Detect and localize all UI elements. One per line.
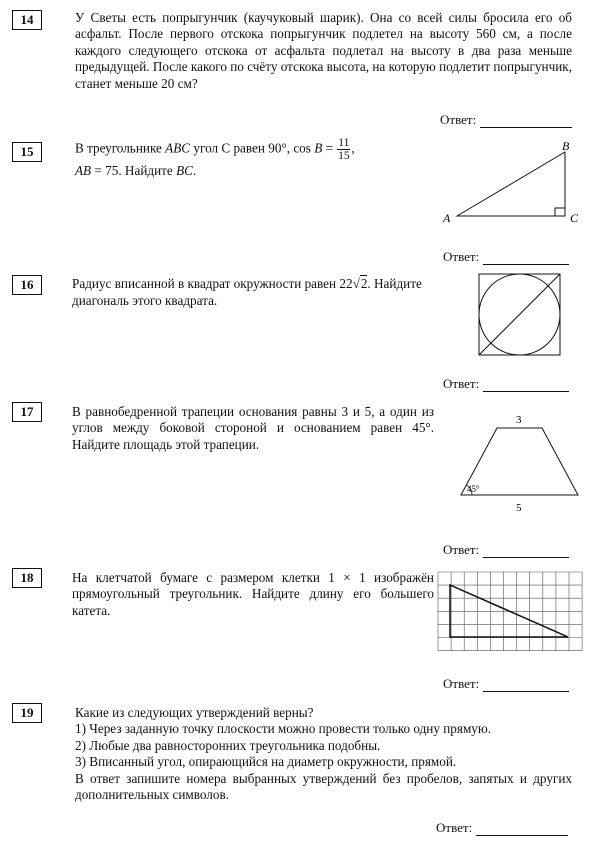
statement-line: Какие из следующих утверждений верны? bbox=[75, 705, 314, 720]
problem-19-text bbox=[75, 705, 572, 803]
problem-16-number: 16 bbox=[12, 275, 42, 295]
bottom-base-label: 5 bbox=[516, 502, 522, 514]
angle-label: 45° bbox=[467, 484, 480, 494]
text-part: Радиус вписанной в квадрат окружности равен 22 bbox=[72, 276, 353, 291]
var-abc: ABC bbox=[165, 140, 191, 156]
label-a: A bbox=[443, 211, 451, 225]
sqrt-value: 2 bbox=[360, 276, 368, 291]
answer-line[interactable] bbox=[483, 379, 569, 392]
label-c: C bbox=[570, 211, 579, 225]
problem-19-number: 19 bbox=[12, 703, 42, 723]
numerator: 11 bbox=[338, 137, 350, 149]
problem-19-answer[interactable] bbox=[436, 820, 568, 836]
answer-label: Ответ: bbox=[436, 820, 473, 835]
statement-line: В ответ запишите номера выбранных утверждений без пробелов, запятых и других дополнительных символов. bbox=[75, 770, 572, 803]
triangle-abc-figure bbox=[440, 139, 590, 232]
answer-label: Ответ: bbox=[443, 542, 480, 557]
problem-17-number: 17 bbox=[12, 402, 42, 422]
trapezoid-figure bbox=[458, 408, 588, 518]
problem-17-answer[interactable] bbox=[443, 542, 569, 558]
statement-line: 3) Вписанный угол, опирающийся на диаметр окружности, прямой. bbox=[75, 754, 457, 770]
answer-line[interactable] bbox=[480, 115, 572, 128]
problem-18-answer[interactable] bbox=[443, 676, 569, 692]
text-part: угол C равен 90°, cos bbox=[190, 140, 315, 156]
text-part: В треугольнике bbox=[75, 140, 166, 156]
var-b: B bbox=[314, 140, 323, 156]
problem-18-number: 18 bbox=[12, 568, 42, 588]
problem-17-text: В равнобедренной трапеции основания равны 3 и 5, а один из углов между боковой стороной и основанием равен 45°. Найдите площадь этой трапеции. bbox=[72, 404, 434, 452]
square-circle-figure bbox=[476, 268, 566, 358]
var-bc: BC bbox=[176, 163, 193, 178]
fraction bbox=[337, 137, 350, 162]
top-base-label: 3 bbox=[516, 414, 522, 426]
problem-18-text: На клетчатой бумаге с размером клетки 1 × 1 изображён прямоугольный треугольник. Найдите длину его большего катета. bbox=[72, 570, 434, 618]
answer-line[interactable] bbox=[483, 545, 569, 558]
text-part: . Найдите диагональ этого квадрата. bbox=[72, 276, 422, 308]
grid-paper-figure bbox=[438, 572, 583, 652]
problem-16-text bbox=[72, 275, 434, 309]
problem-14-answer[interactable] bbox=[440, 112, 572, 128]
var-ab: AB bbox=[75, 163, 92, 178]
problem-15-text bbox=[75, 137, 415, 180]
text-part: , bbox=[351, 140, 355, 156]
problem-15-answer[interactable] bbox=[443, 249, 569, 265]
problem-16-answer[interactable] bbox=[443, 376, 569, 392]
answer-label: Ответ: bbox=[443, 249, 480, 264]
sqrt-sign: √ bbox=[352, 276, 360, 291]
label-b: B bbox=[562, 139, 570, 153]
denominator: 15 bbox=[338, 150, 350, 162]
problem-14-number: 14 bbox=[12, 10, 42, 30]
statement-line: 2) Любые два равносторонних треугольника подобны. bbox=[75, 737, 381, 753]
answer-label: Ответ: bbox=[443, 676, 480, 691]
text-part: = 75. Найдите bbox=[91, 163, 177, 178]
problem-14-text: У Светы есть попрыгунчик (каучуковый шарик). Она со всей силы бросила его об асфальт. После первого отскока попрыгунчик подлетел на высоту 560 см, а после каждого следующего отскока от асфальта подлетал на высоту в два раза меньше предыдущей. После какого по счёту отскока высота, на которую подлетит попрыгунчик, станет меньше 20 см? bbox=[75, 10, 572, 91]
answer-line[interactable] bbox=[483, 679, 569, 692]
answer-line[interactable] bbox=[476, 823, 568, 836]
answer-label: Ответ: bbox=[443, 376, 480, 391]
answer-line[interactable] bbox=[483, 252, 569, 265]
text-part: . bbox=[192, 163, 197, 178]
answer-label: Ответ: bbox=[440, 112, 477, 127]
problem-15-number: 15 bbox=[12, 142, 42, 162]
statement-line: 1) Через заданную точку плоскости можно провести только одну прямую. bbox=[75, 721, 492, 737]
text-part: = bbox=[322, 140, 337, 156]
